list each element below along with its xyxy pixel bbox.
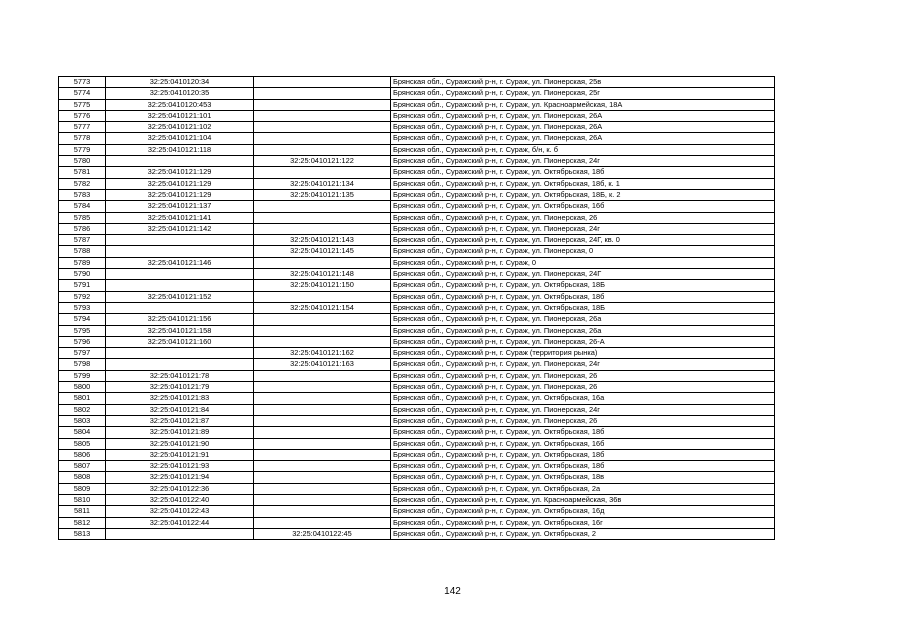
cadastral-number-primary-cell: 32:25:0410121:89 <box>106 427 254 438</box>
cadastral-number-secondary-cell <box>254 88 391 99</box>
cadastral-number-primary-cell: 32:25:0410121:137 <box>106 201 254 212</box>
cadastral-number-primary-cell: 32:25:0410122:44 <box>106 517 254 528</box>
address-cell: Брянская обл., Суражский р-н, г. Сураж, ул. Октябрьская, 18б <box>391 449 775 460</box>
cadastral-number-primary-cell: 32:25:0410121:93 <box>106 461 254 472</box>
cadastral-number-secondary-cell: 32:25:0410121:163 <box>254 359 391 370</box>
cadastral-number-secondary-cell <box>254 483 391 494</box>
cadastral-number-primary-cell: 32:25:0410121:160 <box>106 336 254 347</box>
cadastral-number-primary-cell: 32:25:0410121:158 <box>106 325 254 336</box>
table-row <box>59 314 775 325</box>
address-cell: Брянская обл., Суражский р-н, г. Сураж, ул. Пионерская, 24г <box>391 359 775 370</box>
cadastral-number-secondary-cell <box>254 370 391 381</box>
cadastral-number-primary-cell: 32:25:0410122:36 <box>106 483 254 494</box>
row-number-cell: 5810 <box>59 494 106 505</box>
row-number-cell: 5776 <box>59 110 106 121</box>
cadastral-number-primary-cell <box>106 359 254 370</box>
cadastral-number-primary-cell <box>106 246 254 257</box>
table-row <box>59 167 775 178</box>
row-number-cell: 5785 <box>59 212 106 223</box>
cadastral-number-secondary-cell <box>254 438 391 449</box>
address-cell: Брянская обл., Суражский р-н, г. Сураж, ул. Пионерская, 25г <box>391 88 775 99</box>
table-row <box>59 235 775 246</box>
row-number-cell: 5796 <box>59 336 106 347</box>
cadastral-number-secondary-cell: 32:25:0410121:162 <box>254 348 391 359</box>
address-cell: Брянская обл., Суражский р-н, г. Сураж, ул. Пионерская, 26а <box>391 314 775 325</box>
cadastral-number-secondary-cell <box>254 325 391 336</box>
table-row <box>59 382 775 393</box>
table-row <box>59 223 775 234</box>
address-cell: Брянская обл., Суражский р-н, г. Сураж, ул. Пионерская, 26 <box>391 370 775 381</box>
table-row <box>59 99 775 110</box>
cadastral-number-primary-cell: 32:25:0410121:84 <box>106 404 254 415</box>
row-number-cell: 5780 <box>59 156 106 167</box>
cadastral-number-secondary-cell <box>254 314 391 325</box>
address-cell: Брянская обл., Суражский р-н, г. Сураж, ул. Октябрьская, 18б, к. 1 <box>391 178 775 189</box>
cadastral-number-primary-cell: 32:25:0410121:129 <box>106 178 254 189</box>
row-number-cell: 5793 <box>59 302 106 313</box>
page-number: 142 <box>444 586 461 597</box>
table-row <box>59 302 775 313</box>
cadastral-number-secondary-cell <box>254 382 391 393</box>
cadastral-number-secondary-cell: 32:25:0410121:150 <box>254 280 391 291</box>
cadastral-number-secondary-cell: 32:25:0410121:148 <box>254 269 391 280</box>
cadastral-number-primary-cell: 32:25:0410121:91 <box>106 449 254 460</box>
cadastral-number-primary-cell: 32:25:0410121:83 <box>106 393 254 404</box>
row-number-cell: 5799 <box>59 370 106 381</box>
row-number-cell: 5797 <box>59 348 106 359</box>
cadastral-number-secondary-cell: 32:25:0410121:134 <box>254 178 391 189</box>
address-cell: Брянская обл., Суражский р-н, г. Сураж, ул. Октябрьская, 18Б <box>391 280 775 291</box>
row-number-cell: 5805 <box>59 438 106 449</box>
address-cell: Брянская обл., Суражский р-н, г. Сураж, ул. Пионерская, 26А <box>391 122 775 133</box>
cadastral-number-secondary-cell: 32:25:0410121:143 <box>254 235 391 246</box>
table-row <box>59 393 775 404</box>
cadastral-number-primary-cell: 32:25:0410121:118 <box>106 144 254 155</box>
cadastral-number-primary-cell: 32:25:0410121:156 <box>106 314 254 325</box>
address-cell: Брянская обл., Суражский р-н, г. Сураж, ул. Октябрьская, 18Б, к. 2 <box>391 189 775 200</box>
address-cell: Брянская обл., Суражский р-н, г. Сураж, б/н, к. б <box>391 144 775 155</box>
address-cell: Брянская обл., Суражский р-н, г. Сураж, ул. Октябрьская, 18в <box>391 472 775 483</box>
cadastral-number-secondary-cell <box>254 517 391 528</box>
row-number-cell: 5802 <box>59 404 106 415</box>
table-row <box>59 506 775 517</box>
cadastral-number-primary-cell: 32:25:0410121:129 <box>106 167 254 178</box>
cadastral-number-secondary-cell: 32:25:0410121:135 <box>254 189 391 200</box>
cadastral-number-primary-cell: 32:25:0410121:79 <box>106 382 254 393</box>
row-number-cell: 5779 <box>59 144 106 155</box>
table-row <box>59 280 775 291</box>
table-row <box>59 212 775 223</box>
table-row <box>59 359 775 370</box>
table-row <box>59 404 775 415</box>
cadastral-number-secondary-cell <box>254 77 391 88</box>
row-number-cell: 5781 <box>59 167 106 178</box>
table-row <box>59 122 775 133</box>
address-cell: Брянская обл., Суражский р-н, г. Сураж, ул. Пионерская, 0 <box>391 246 775 257</box>
row-number-cell: 5809 <box>59 483 106 494</box>
address-cell: Брянская обл., Суражский р-н, г. Сураж, ул. Октябрьская, 16а <box>391 393 775 404</box>
cadastral-table <box>58 76 775 540</box>
cadastral-number-primary-cell: 32:25:0410121:78 <box>106 370 254 381</box>
row-number-cell: 5801 <box>59 393 106 404</box>
address-cell: Брянская обл., Суражский р-н, г. Сураж, ул. Октябрьская, 16г <box>391 517 775 528</box>
cadastral-number-secondary-cell <box>254 291 391 302</box>
row-number-cell: 5774 <box>59 88 106 99</box>
address-cell: Брянская обл., Суражский р-н, г. Сураж, ул. Октябрьская, 18б <box>391 291 775 302</box>
table-row <box>59 291 775 302</box>
row-number-cell: 5808 <box>59 472 106 483</box>
table-row <box>59 348 775 359</box>
row-number-cell: 5786 <box>59 223 106 234</box>
row-number-cell: 5800 <box>59 382 106 393</box>
address-cell: Брянская обл., Суражский р-н, г. Сураж, ул. Пионерская, 24Г, кв. 0 <box>391 235 775 246</box>
address-cell: Брянская обл., Суражский р-н, г. Сураж, ул. Октябрьская, 2а <box>391 483 775 494</box>
row-number-cell: 5795 <box>59 325 106 336</box>
address-cell: Брянская обл., Суражский р-н, г. Сураж, ул. Октябрьская, 18б <box>391 167 775 178</box>
table-row <box>59 201 775 212</box>
cadastral-number-secondary-cell <box>254 122 391 133</box>
cadastral-number-secondary-cell <box>254 110 391 121</box>
address-cell: Брянская обл., Суражский р-н, г. Сураж, 0 <box>391 257 775 268</box>
cadastral-number-primary-cell: 32:25:0410121:94 <box>106 472 254 483</box>
cadastral-number-secondary-cell <box>254 99 391 110</box>
cadastral-number-primary-cell <box>106 156 254 167</box>
row-number-cell: 5773 <box>59 77 106 88</box>
cadastral-number-secondary-cell <box>254 415 391 426</box>
row-number-cell: 5782 <box>59 178 106 189</box>
row-number-cell: 5807 <box>59 461 106 472</box>
table-row <box>59 438 775 449</box>
cadastral-number-primary-cell <box>106 348 254 359</box>
row-number-cell: 5784 <box>59 201 106 212</box>
cadastral-number-secondary-cell <box>254 257 391 268</box>
table-row <box>59 483 775 494</box>
table-row <box>59 133 775 144</box>
row-number-cell: 5794 <box>59 314 106 325</box>
cadastral-number-secondary-cell <box>254 201 391 212</box>
table-row <box>59 156 775 167</box>
row-number-cell: 5787 <box>59 235 106 246</box>
cadastral-number-primary-cell <box>106 302 254 313</box>
cadastral-number-primary-cell <box>106 235 254 246</box>
table-row <box>59 415 775 426</box>
row-number-cell: 5813 <box>59 528 106 539</box>
table-row <box>59 461 775 472</box>
cadastral-number-secondary-cell <box>254 449 391 460</box>
row-number-cell: 5803 <box>59 415 106 426</box>
address-cell: Брянская обл., Суражский р-н, г. Сураж, ул. Пионерская, 26а <box>391 325 775 336</box>
address-cell: Брянская обл., Суражский р-н, г. Сураж, ул. Пионерская, 26А <box>391 110 775 121</box>
address-cell: Брянская обл., Суражский р-н, г. Сураж (территория рынка) <box>391 348 775 359</box>
cadastral-number-secondary-cell: 32:25:0410122:45 <box>254 528 391 539</box>
address-cell: Брянская обл., Суражский р-н, г. Сураж, ул. Пионерская, 26 <box>391 382 775 393</box>
cadastral-number-primary-cell <box>106 280 254 291</box>
address-cell: Брянская обл., Суражский р-н, г. Сураж, ул. Красноармейская, 36в <box>391 494 775 505</box>
table-row <box>59 517 775 528</box>
cadastral-number-secondary-cell <box>254 212 391 223</box>
cadastral-number-secondary-cell <box>254 427 391 438</box>
address-cell: Брянская обл., Суражский р-н, г. Сураж, ул. Красноармейская, 18А <box>391 99 775 110</box>
table-row <box>59 528 775 539</box>
cadastral-table-container <box>58 76 775 540</box>
cadastral-number-primary-cell: 32:25:0410121:101 <box>106 110 254 121</box>
row-number-cell: 5790 <box>59 269 106 280</box>
cadastral-number-primary-cell: 32:25:0410121:141 <box>106 212 254 223</box>
row-number-cell: 5788 <box>59 246 106 257</box>
cadastral-number-primary-cell: 32:25:0410121:152 <box>106 291 254 302</box>
address-cell: Брянская обл., Суражский р-н, г. Сураж, ул. Октябрьская, 18б <box>391 427 775 438</box>
table-row <box>59 189 775 200</box>
cadastral-number-secondary-cell <box>254 494 391 505</box>
address-cell: Брянская обл., Суражский р-н, г. Сураж, ул. Пионерская, 24Г <box>391 269 775 280</box>
address-cell: Брянская обл., Суражский р-н, г. Сураж, ул. Пионерская, 26А <box>391 133 775 144</box>
row-number-cell: 5804 <box>59 427 106 438</box>
table-row <box>59 269 775 280</box>
cadastral-number-primary-cell: 32:25:0410121:87 <box>106 415 254 426</box>
address-cell: Брянская обл., Суражский р-н, г. Сураж, ул. Октябрьская, 2 <box>391 528 775 539</box>
row-number-cell: 5791 <box>59 280 106 291</box>
cadastral-number-secondary-cell: 32:25:0410121:154 <box>254 302 391 313</box>
table-row <box>59 110 775 121</box>
row-number-cell: 5778 <box>59 133 106 144</box>
table-row <box>59 144 775 155</box>
cadastral-number-secondary-cell <box>254 393 391 404</box>
cadastral-number-primary-cell: 32:25:0410121:142 <box>106 223 254 234</box>
row-number-cell: 5789 <box>59 257 106 268</box>
table-row <box>59 88 775 99</box>
address-cell: Брянская обл., Суражский р-н, г. Сураж, ул. Октябрьская, 16д <box>391 506 775 517</box>
address-cell: Брянская обл., Суражский р-н, г. Сураж, ул. Пионерская, 25в <box>391 77 775 88</box>
address-cell: Брянская обл., Суражский р-н, г. Сураж, ул. Октябрьская, 18Б <box>391 302 775 313</box>
address-cell: Брянская обл., Суражский р-н, г. Сураж, ул. Пионерская, 24г <box>391 404 775 415</box>
table-row <box>59 246 775 257</box>
table-row <box>59 449 775 460</box>
cadastral-number-primary-cell: 32:25:0410120:453 <box>106 99 254 110</box>
cadastral-number-primary-cell: 32:25:0410122:43 <box>106 506 254 517</box>
row-number-cell: 5811 <box>59 506 106 517</box>
cadastral-number-secondary-cell <box>254 167 391 178</box>
cadastral-number-secondary-cell: 32:25:0410121:145 <box>254 246 391 257</box>
table-body <box>59 77 775 540</box>
address-cell: Брянская обл., Суражский р-н, г. Сураж, ул. Пионерская, 26 <box>391 212 775 223</box>
cadastral-number-secondary-cell <box>254 472 391 483</box>
table-row <box>59 336 775 347</box>
cadastral-number-primary-cell: 32:25:0410122:40 <box>106 494 254 505</box>
cadastral-number-primary-cell <box>106 269 254 280</box>
table-row <box>59 494 775 505</box>
table-row <box>59 257 775 268</box>
row-number-cell: 5812 <box>59 517 106 528</box>
address-cell: Брянская обл., Суражский р-н, г. Сураж, ул. Пионерская, 26 <box>391 415 775 426</box>
cadastral-number-secondary-cell <box>254 336 391 347</box>
table-row <box>59 178 775 189</box>
cadastral-number-secondary-cell: 32:25:0410121:122 <box>254 156 391 167</box>
cadastral-number-secondary-cell <box>254 144 391 155</box>
row-number-cell: 5792 <box>59 291 106 302</box>
cadastral-number-primary-cell: 32:25:0410121:102 <box>106 122 254 133</box>
cadastral-number-secondary-cell <box>254 506 391 517</box>
cadastral-number-primary-cell: 32:25:0410121:104 <box>106 133 254 144</box>
address-cell: Брянская обл., Суражский р-н, г. Сураж, ул. Пионерская, 26-А <box>391 336 775 347</box>
cadastral-number-primary-cell: 32:25:0410121:129 <box>106 189 254 200</box>
cadastral-number-primary-cell: 32:25:0410121:146 <box>106 257 254 268</box>
table-row <box>59 77 775 88</box>
row-number-cell: 5777 <box>59 122 106 133</box>
row-number-cell: 5798 <box>59 359 106 370</box>
cadastral-number-primary-cell: 32:25:0410120:35 <box>106 88 254 99</box>
cadastral-number-secondary-cell <box>254 461 391 472</box>
address-cell: Брянская обл., Суражский р-н, г. Сураж, ул. Октябрьская, 16б <box>391 201 775 212</box>
cadastral-number-secondary-cell <box>254 133 391 144</box>
row-number-cell: 5806 <box>59 449 106 460</box>
cadastral-number-secondary-cell <box>254 404 391 415</box>
cadastral-number-primary-cell <box>106 528 254 539</box>
row-number-cell: 5775 <box>59 99 106 110</box>
row-number-cell: 5783 <box>59 189 106 200</box>
cadastral-number-primary-cell: 32:25:0410121:90 <box>106 438 254 449</box>
address-cell: Брянская обл., Суражский р-н, г. Сураж, ул. Пионерская, 24г <box>391 223 775 234</box>
address-cell: Брянская обл., Суражский р-н, г. Сураж, ул. Октябрьская, 18б <box>391 461 775 472</box>
table-row <box>59 472 775 483</box>
cadastral-number-primary-cell: 32:25:0410120:34 <box>106 77 254 88</box>
table-row <box>59 325 775 336</box>
address-cell: Брянская обл., Суражский р-н, г. Сураж, ул. Октябрьская, 16б <box>391 438 775 449</box>
cadastral-number-secondary-cell <box>254 223 391 234</box>
address-cell: Брянская обл., Суражский р-н, г. Сураж, ул. Пионерская, 24г <box>391 156 775 167</box>
table-row <box>59 370 775 381</box>
table-row <box>59 427 775 438</box>
